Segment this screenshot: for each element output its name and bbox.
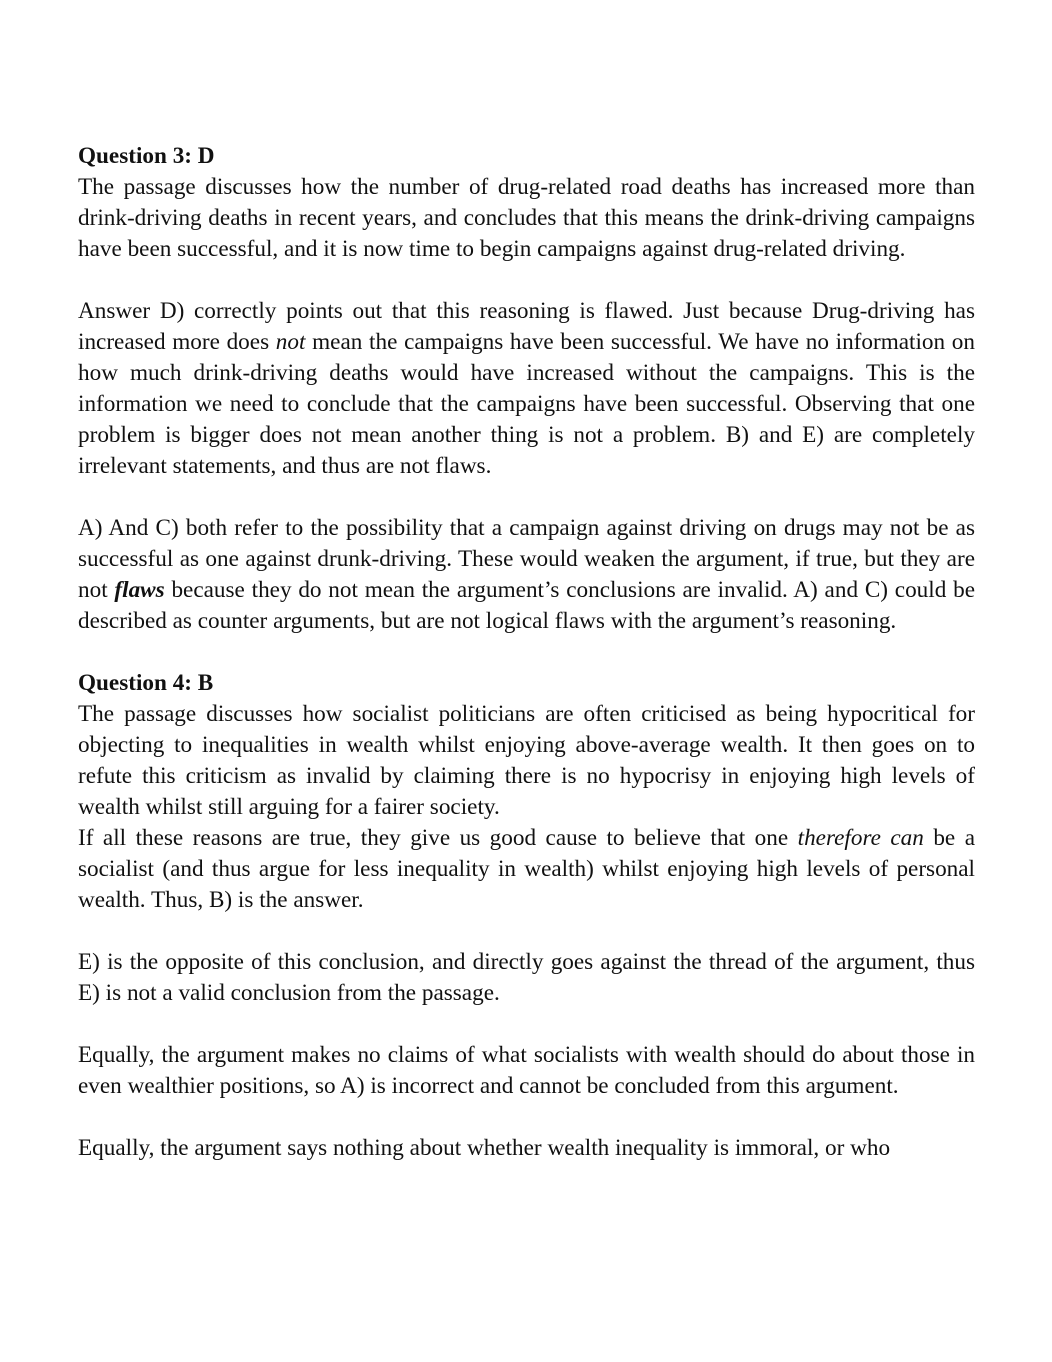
text-run: because they do not mean the argument’s conclusions are invalid. A) and C) could be described as counter arguments, but are not logical flaws with the argument’s reasoning. bbox=[78, 577, 975, 634]
question-4-paragraph-5: Equally, the argument says nothing about whether wealth inequality is immoral, or who bbox=[78, 1135, 891, 1161]
emphasis-text: not bbox=[275, 329, 306, 355]
text-run: If all these reasons are true, they give us good cause to believe that one bbox=[78, 825, 798, 851]
question-4-paragraph-1: The passage discusses how socialist politicians are often criticised as being hypocritical for objecting to inequalities in wealth whilst enjoying above-average wealth. It then goes on to refute this criticism as invalid by claiming there is no hypocrisy in enjoying high levels of wealth whilst still arguing for a fairer society. bbox=[78, 701, 975, 820]
question-4-heading: Question 4: B bbox=[78, 670, 214, 696]
paragraph-gap bbox=[78, 265, 975, 296]
paragraph-gap bbox=[78, 637, 975, 668]
question-4-paragraph-3: E) is the opposite of this conclusion, and directly goes against the thread of the argument, thus E) is not a valid conclusion from the passage. bbox=[78, 949, 975, 1006]
emphasis-text: therefore can bbox=[797, 825, 924, 851]
document-page bbox=[78, 141, 975, 1164]
text-run: Answer D) correctly points out that this reasoning is flawed. Just because Drug-driving has increased more does bbox=[78, 298, 975, 355]
paragraph-gap bbox=[78, 916, 975, 947]
emphasis-text: flaws bbox=[114, 577, 165, 603]
question-4-paragraph-4: Equally, the argument makes no claims of what socialists with wealth should do about those in even wealthier positions, so A) is incorrect and cannot be concluded from this argument. bbox=[78, 1042, 975, 1099]
text-run: A) And C) both refer to the possibility that a campaign against driving on drugs may not be as successful as one against drunk-driving. These would weaken the argument, if true, but they are not bbox=[78, 515, 975, 603]
question-3-paragraph-3 bbox=[78, 513, 975, 637]
question-3-heading: Question 3: D bbox=[78, 143, 215, 169]
text-run: mean the campaigns have been successful. We have no information on how much drink-driving deaths would have increased without the campaigns. This is the information we need to conclude that the campaigns have been successful. Observing that one problem is bigger does not mean another thing is not a problem. B) and E) are completely irrelevant statements, and thus are not flaws. bbox=[78, 329, 975, 479]
question-4-paragraph-2 bbox=[78, 823, 975, 916]
question-3-paragraph-2 bbox=[78, 296, 975, 482]
text-run: be a socialist (and thus argue for less inequality in wealth) whilst enjoying high levels of personal wealth. Thus, B) is the answer. bbox=[78, 825, 975, 913]
paragraph-gap bbox=[78, 1102, 975, 1133]
question-3-paragraph-1: The passage discusses how the number of drug-related road deaths has increased more than drink-driving deaths in recent years, and concludes that this means the drink-driving campaigns have been successful, and it is now time to begin campaigns against drug-related driving. bbox=[78, 174, 975, 262]
paragraph-gap bbox=[78, 482, 975, 513]
paragraph-gap bbox=[78, 1009, 975, 1040]
